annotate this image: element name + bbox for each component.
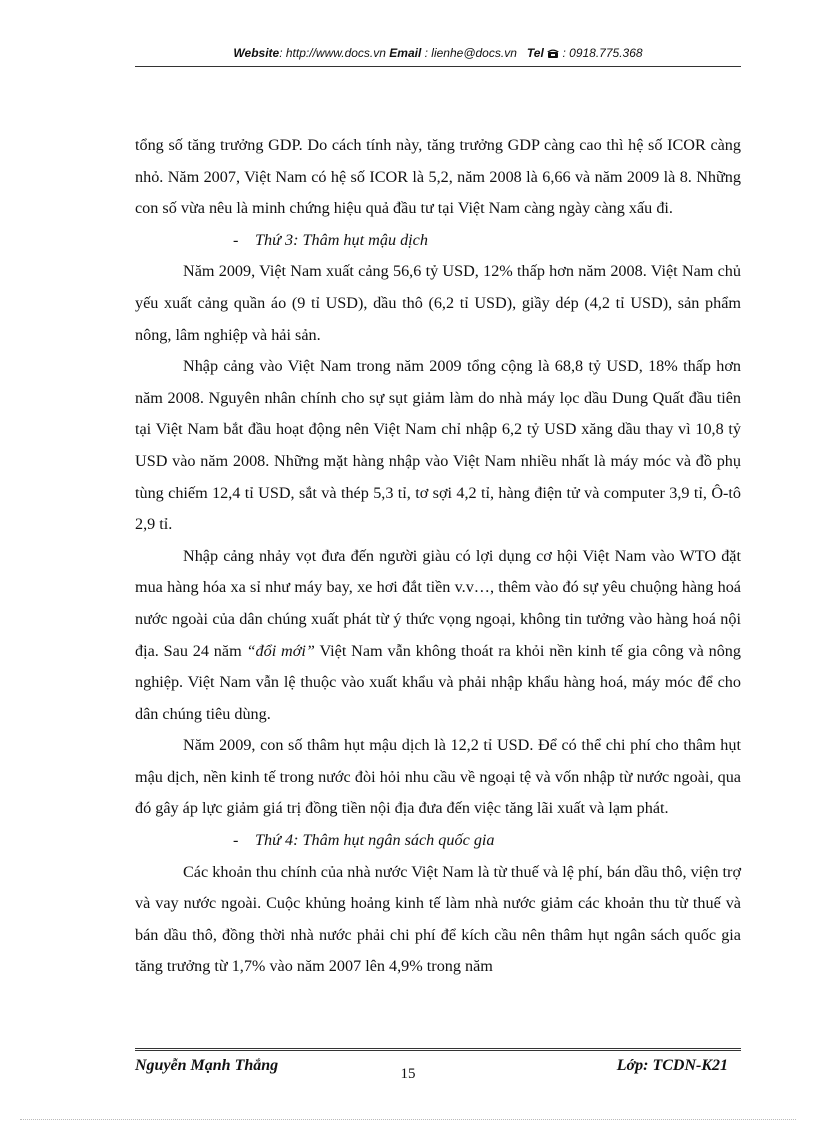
paragraph-import-surge xyxy=(135,541,741,731)
emphasis-doi-moi: “đổi mới” xyxy=(246,641,315,660)
paragraph-exports: Năm 2009, Việt Nam xuất cảng 56,6 tỷ USD, 12% thấp hơn năm 2008. Việt Nam chủ yếu xuất cảng quần áo (9 tỉ USD), dầu thô (6,2 tỉ USD), giầy dép (4,2 tỉ USD), sản phẩm nông, lâm nghiệp và hải sản. xyxy=(135,262,741,344)
email-value: : lienhe@docs.vn xyxy=(421,46,517,60)
footer-author: Nguyễn Mạnh Thắng xyxy=(135,1057,279,1074)
paragraph-imports: Nhập cảng vào Việt Nam trong năm 2009 tổng cộng là 68,8 tỷ USD, 18% thấp hơn năm 2008. Nguyên nhân chính cho sự sụt giảm làm do nhà máy lọc dầu Dung Quất đầu tiên tại Việt Nam bắt đầu hoạt động nên Việt Nam chỉ nhập 6,2 tỷ USD xăng dầu thay vì 10,8 tỷ USD vào năm 2008. Những mặt hàng nhập vào Việt Nam nhiều nhất là máy móc và đồ phụ tùng chiếm 12,4 tỉ USD, sắt và thép 5,3 tỉ, tơ sợi 4,2 tỉ, hàng điện tử và computer 3,9 tỉ, Ô-tô 2,9 tỉ. xyxy=(135,357,741,534)
heading-text: Thứ 4: Thâm hụt ngân sách quốc gia xyxy=(255,831,495,850)
tel-label: Tel xyxy=(526,46,544,60)
page-edge-divider xyxy=(20,1119,796,1120)
paragraph-trade-deficit: Năm 2009, con số thâm hụt mậu dịch là 12,2 tỉ USD. Để có thể chi phí cho thâm hụt mậu dịch, nền kinh tế trong nước đòi hỏi nhu cầu về ngoại tệ và vốn nhập từ nước ngoài, qua đó gây áp lực giảm giá trị đồng tiền nội địa đưa đến việc tăng lãi xuất và lạm phát. xyxy=(135,736,741,818)
tel-value: : 0918.775.368 xyxy=(562,46,643,60)
heading-text: Thứ 3: Thâm hụt mậu dịch xyxy=(255,230,428,249)
section-heading-3 xyxy=(135,225,741,257)
page-header xyxy=(135,46,741,60)
paragraph-budget-deficit: Các khoản thu chính của nhà nước Việt Nam là từ thuế và lệ phí, bán dầu thô, viện trợ và vay nước ngoài. Cuộc khủng hoảng kinh tế làm nhà nước giảm các khoản thu từ thuế và bán dầu thô, đồng thời nhà nước phải chi phí để kích cầu nên thâm hụt ngân sách quốc gia tăng trưởng từ 1,7% vào năm 2007 lên 4,9% trong năm xyxy=(135,862,741,976)
website-label: Website xyxy=(233,46,280,60)
paragraph-icor: tổng số tăng trưởng GDP. Do cách tính này, tăng trưởng GDP càng cao thì hệ số ICOR càng nhỏ. Năm 2007, Việt Nam có hệ số ICOR là 5,2, năm 2008 là 6,66 và năm 2009 là 8. Những con số vừa nêu là minh chứng hiệu quả đầu tư tại Việt Nam càng ngày càng xấu đi. xyxy=(135,136,741,218)
website-value: : http://www.docs.vn xyxy=(279,46,386,60)
page-number: 15 xyxy=(400,1066,416,1082)
paragraph-part: Nhập cảng nhảy vọt đưa đến người giàu có lợi dụng cơ hội Việt Nam vào WTO đặt mua hàng hóa xa sỉ như máy bay, xe hơi đắt tiền v.v…, thêm vào đó sự yêu chuộng hàng hoá nước ngoài của dân chúng xuất phát từ ý thức vọng ngoại, không tin tưởng vào hàng hoá nội địa. Sau 24 năm xyxy=(135,546,741,660)
footer-class: Lớp: TCDN-K21 xyxy=(616,1057,728,1074)
telephone-icon xyxy=(547,46,562,60)
heading-dash: - xyxy=(233,230,239,249)
email-label: Email xyxy=(389,46,422,60)
header-divider xyxy=(135,66,741,67)
heading-dash: - xyxy=(233,831,239,850)
section-heading-4 xyxy=(135,825,741,857)
document-body xyxy=(135,130,741,983)
paragraph-part: Việt Nam vẫn không thoát ra khỏi nền kinh tế gia công và nông nghiệp. Việt Nam vẫn lệ thuộc vào xuất khẩu và phải nhập khẩu hàng hoá, máy móc để cho dân chúng tiêu dùng. xyxy=(135,641,741,723)
footer-divider xyxy=(135,1048,741,1051)
